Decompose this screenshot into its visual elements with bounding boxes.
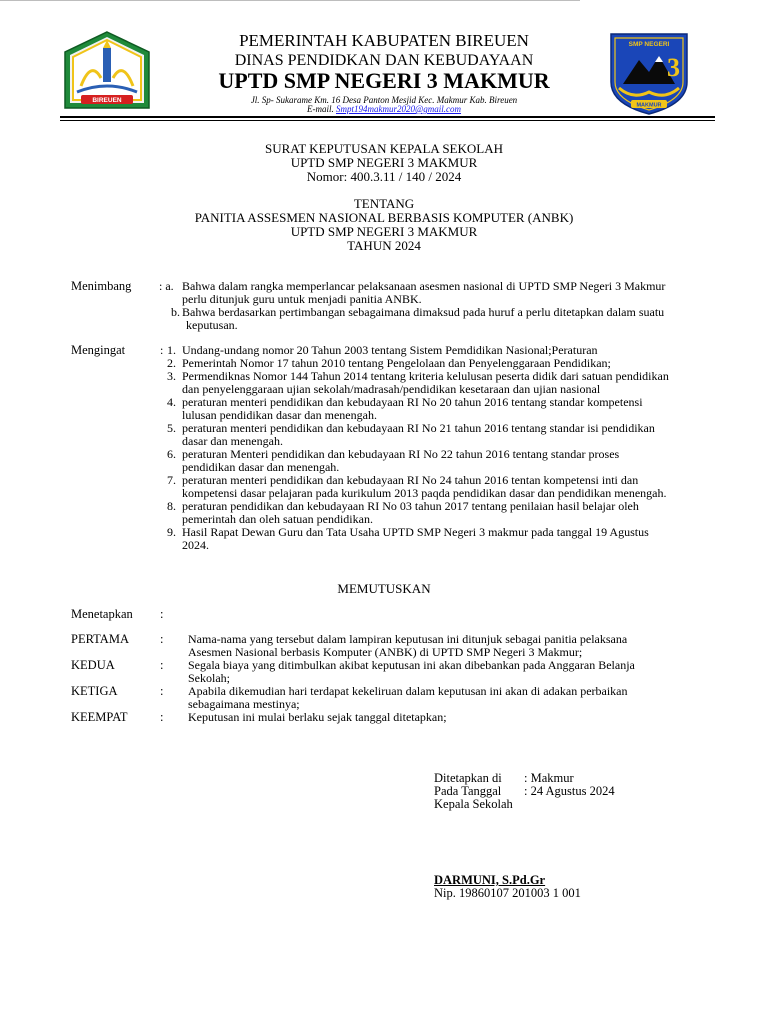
mengingat-item-number: 9. (167, 525, 176, 539)
kedua-colon: : (160, 658, 164, 672)
mengingat-item-number: 4. (167, 395, 176, 409)
title-decree: SURAT KEPUTUSAN KEPALA SEKOLAH (264, 141, 503, 156)
keempat-label: KEEMPAT (71, 710, 128, 724)
kedua-line2: Sekolah; (188, 671, 230, 685)
ditetapkan-label: Ditetapkan di (434, 771, 502, 785)
menimbang-a-line2: perlu ditunjuk guru untuk menjadi panitia ANBK. (182, 292, 422, 306)
mengingat-item-line2: dasar dan menengah. (182, 434, 283, 448)
top-rule (0, 0, 580, 1)
mengingat-item (165, 474, 698, 500)
mengingat-list (165, 344, 698, 552)
email-label: E-mail. (306, 104, 334, 114)
ketiga-colon: : (160, 684, 164, 698)
mengingat-item-line2: dan penyelenggaraan ujian sekolah/madrasah/pendidikan kesetaraan dan ujian nasional (182, 382, 601, 396)
title-school: UPTD SMP NEGERI 3 MAKMUR (290, 155, 478, 170)
mengingat-item-number: 5. (167, 421, 176, 435)
ditetapkan-value: : Makmur (524, 771, 574, 785)
mengingat-item-line1: Undang-undang nomor 20 Tahun 2003 tentang Sistem Pemdidikan Nasional;Peraturan (182, 343, 598, 357)
right-logo-number: 3 (667, 53, 680, 82)
header-address (0, 96, 768, 114)
keempat-line1: Keputusan ini mulai berlaku sejak tanggal ditetapkan; (188, 710, 447, 724)
kedua-label: KEDUA (71, 658, 115, 672)
mengingat-item-number: 6. (167, 447, 176, 461)
right-logo-bottom-text: MAKMUR (636, 102, 662, 109)
menimbang-b-marker: b. (171, 305, 180, 319)
signer-name: DARMUNI, S.Pd.Gr (434, 873, 546, 887)
mengingat-label: Mengingat (71, 343, 126, 357)
address-line: Jl. Sp- Sukarame Km. 16 Desa Panton Mesjid Kec. Makmur Kab. Bireuen (250, 95, 518, 105)
pertama-line2: Asesmen Nasional berbasis Komputer (ANBK) di UPTD SMP Negeri 3 Makmur; (188, 645, 583, 659)
mengingat-item-line2: pemerintah dan oleh satuan pendidikan. (182, 512, 373, 526)
letterhead-rule-thick (60, 116, 715, 118)
mengingat-item (165, 422, 698, 448)
email-line (0, 102, 768, 114)
mengingat-item-line1: peraturan menteri pendidikan dan kebudayaan RI No 21 tahun 2016 tentang standar isi pendidikan (182, 421, 655, 435)
header-department: DINAS PENDIDKAN DAN KEBUDAYAAN (234, 52, 534, 69)
ketiga-line2: sebagaimana mestinya; (188, 697, 300, 711)
menimbang-b-line1: Bahwa berdasarkan pertimbangan sebagaimana dimaksud pada huruf a perlu ditetapkan dalam suatu (182, 305, 665, 319)
ketiga-text (188, 685, 698, 711)
tanggal-value: : 24 Agustus 2024 (524, 784, 615, 798)
mengingat-item (165, 526, 698, 552)
mengingat-item-line1: peraturan Menteri pendidikan dan kebudayaan RI No 22 tahun 2016 tentang standar proses (182, 447, 620, 461)
menimbang-a-line1: Bahwa dalam rangka memperlancar pelaksanaan asesmen nasional di UPTD SMP Negeri 3 Makmur (182, 279, 666, 293)
menimbang-a-marker: : a. (159, 279, 174, 293)
menimbang-b-line2: keputusan. (186, 318, 238, 332)
kedua-text (188, 659, 698, 685)
menetapkan-label: Menetapkan (71, 607, 133, 621)
left-logo-label: BIREUEN (92, 97, 122, 104)
mengingat-item-line1: Permendiknas Nomor 144 Tahun 2014 tentang kriteria kelulusan peserta didik dari satuan pendidikan (182, 369, 669, 383)
title-subject: PANITIA ASSESMEN NASIONAL BERBASIS KOMPUTER (ANBK) (194, 210, 574, 225)
mengingat-item (165, 500, 698, 526)
memutuskan-heading: MEMUTUSKAN (337, 581, 431, 596)
header-government: PEMERINTAH KABUPATEN BIREUEN (239, 31, 529, 50)
mengingat-item-number: 2. (167, 356, 176, 370)
pertama-colon: : (160, 632, 164, 646)
mengingat-item-line2: kompetensi dasar pelajaran pada kurikulum 2013 paqda pendidikan dasar dan pendidikan menengah. (182, 486, 667, 500)
mengingat-item-number: 7. (167, 473, 176, 487)
keempat-colon: : (160, 710, 164, 724)
mengingat-item-line1: peraturan pendidikan dan kebudayaan RI No 03 tahun 2017 tentang penilaian hasil belajar oleh (182, 499, 639, 513)
email-link[interactable]: Smpt194makmur2020@gmail.com (335, 104, 462, 114)
mengingat-item-line2: 2024. (182, 538, 209, 552)
mengingat-item-line2: pendidikan dasar dan menengah. (182, 460, 340, 474)
menimbang-label: Menimbang (71, 279, 132, 293)
mengingat-item (165, 396, 698, 422)
ketiga-label: KETIGA (71, 684, 118, 698)
mengingat-item-line1: Pemerintah Nomor 17 tahun 2010 tentang Pengelolaan dan Penyelenggaraan Pendidikan; (182, 356, 611, 370)
mengingat-item-number: 3. (167, 369, 176, 383)
mengingat-item-line2: lulusan pendidikan dasar dan menengah. (182, 408, 377, 422)
title-about: TENTANG (353, 196, 415, 211)
mengingat-item-line1: Hasil Rapat Dewan Guru dan Tata Usaha UPTD SMP Negeri 3 makmur pada tanggal 19 Agustus (182, 525, 649, 539)
mengingat-item-number: 8. (167, 499, 176, 513)
pertama-line1: Nama-nama yang tersebut dalam lampiran keputusan ini ditunjuk sebagai panitia pelaksana (188, 632, 628, 646)
mengingat-item-number: 1. (167, 343, 176, 357)
header-school-name: UPTD SMP NEGERI 3 MAKMUR (218, 68, 550, 93)
letterhead-rule-thin (60, 120, 715, 121)
pertama-text (188, 633, 698, 659)
mengingat-item-line1: peraturan menteri pendidikan dan kebudayaan RI No 20 tahun 2016 tentang standar kompetensi (182, 395, 643, 409)
pertama-label: PERTAMA (71, 632, 129, 646)
title-subject-school: UPTD SMP NEGERI 3 MAKMUR (290, 224, 478, 239)
mengingat-item (165, 448, 698, 474)
title-number: Nomor: 400.3.11 / 140 / 2024 (306, 169, 462, 184)
kedua-line1: Segala biaya yang ditimbulkan akibat keputusan ini akan dibebankan pada Anggaran Belanja (188, 658, 635, 672)
signer-nip: Nip. 19860107 201003 1 001 (434, 886, 581, 900)
tanggal-label: Pada Tanggal (434, 784, 502, 798)
mengingat-item (165, 370, 698, 396)
ketiga-line1: Apabila dikemudian hari terdapat kekeliruan dalam keputusan ini akan di adakan perbaikan (188, 684, 628, 698)
mengingat-colon: : (160, 343, 164, 357)
right-logo-top-text: SMP NEGERI (628, 41, 670, 48)
mengingat-item-line1: peraturan menteri pendidikan dan kebudayaan RI No 24 tahun 2016 tentan kompetensi inti dan (182, 473, 639, 487)
signer-position: Kepala Sekolah (434, 797, 513, 811)
menetapkan-colon: : (160, 607, 164, 621)
title-year: TAHUN 2024 (347, 238, 421, 253)
